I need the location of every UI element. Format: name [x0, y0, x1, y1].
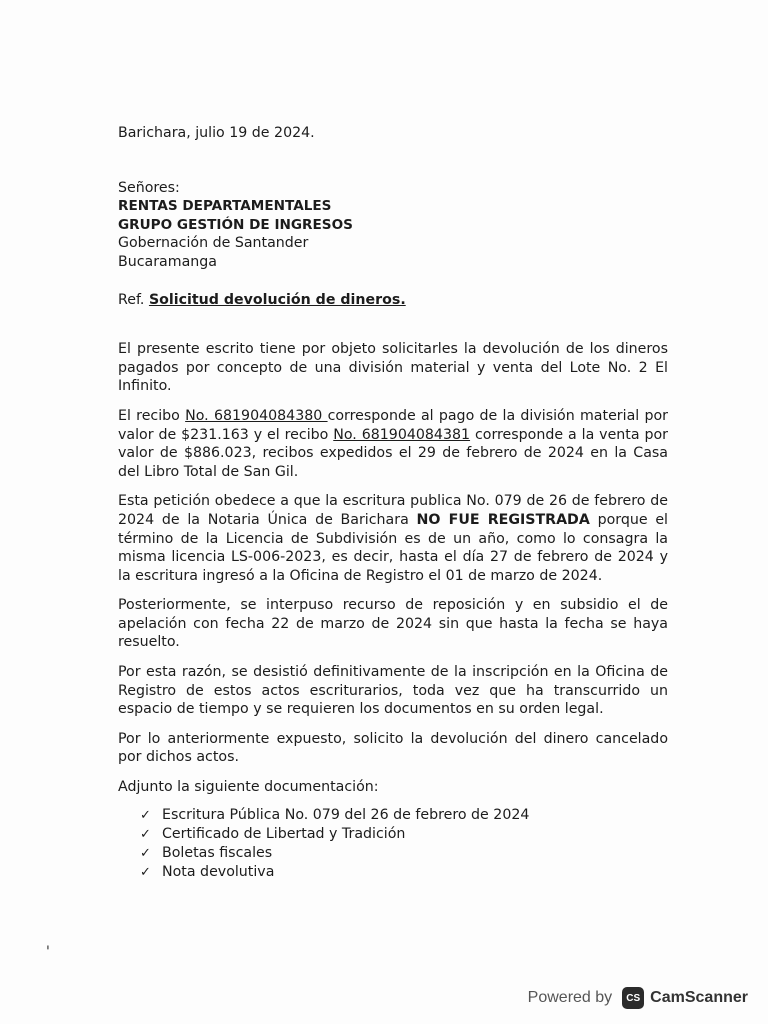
- checkmark-icon: ✓: [140, 845, 151, 861]
- camscanner-watermark: [528, 984, 748, 1012]
- camscanner-brand: [622, 987, 748, 1009]
- reference-subject: Solicitud devolución de dineros.: [148, 291, 406, 308]
- attachment-label: Escritura Pública No. 079 del 26 de febrero de 2024: [162, 806, 530, 823]
- not-registered-emphasis: NO FUE REGISTRADA: [416, 511, 590, 528]
- recipient-block: [118, 179, 668, 272]
- letter-paragraphs: [118, 340, 668, 881]
- paragraph-6: Por lo anteriormente expuesto, solicito la devolución del dinero cancelado por dichos actos.: [118, 730, 668, 766]
- paragraph-1: El presente escrito tiene por objeto solicitarles la devolución de los dineros pagados por concepto de una división material y venta del Lote No. 2 El Infinito.: [118, 341, 668, 395]
- paragraph-3-part-a: Esta petición obedece a que la escritura publica No. 079 de 26 de febrero de 2024 de la Notaria Única de Barichara: [118, 493, 668, 528]
- checkmark-icon: ✓: [140, 807, 151, 823]
- letter-body: [118, 124, 668, 882]
- paragraph-3-part-b: porque el término de la Licencia de Subdivisión es de un año, como lo consagra la misma licencia LS-006-2023, es decir, hasta el día 27 de febrero de 2024 y la escritura ingresó a la Oficina de Registro el 01 de marzo de 2024.: [118, 511, 668, 584]
- attachment-label: Nota devolutiva: [162, 863, 275, 880]
- attachment-label: Boletas fiscales: [162, 844, 273, 861]
- attachment-label: Certificado de Libertad y Tradición: [162, 825, 406, 842]
- recipient-line-4: Bucaramanga: [118, 253, 217, 270]
- paragraph-5: Por esta razón, se desistió definitivamente de la inscripción en la Oficina de Registro de estos actos escriturarios, toda vez que ha transcurrido un espacio de tiempo y se requieren los documentos en su orden legal.: [118, 664, 668, 718]
- recipient-line-1: RENTAS DEPARTAMENTALES: [118, 198, 332, 215]
- paragraph-3: [118, 492, 668, 585]
- attachment-item: [140, 844, 668, 863]
- stray-ink-mark: ': [46, 944, 50, 960]
- attachment-item: [140, 863, 668, 882]
- receipt-number-1: No. 681904084380: [185, 407, 328, 424]
- paragraph-2-part-b: corresponde al pago de la división material por valor de $231.163 y el recibo: [118, 407, 668, 443]
- checkmark-icon: ✓: [140, 826, 151, 842]
- paragraph-2: [118, 407, 668, 481]
- letter-date: Barichara, julio 19 de 2024.: [118, 125, 315, 141]
- reference-line: [118, 291, 668, 310]
- paragraph-4: Posteriormente, se interpuso recurso de reposición y en subsidio el de apelación con fecha 22 de marzo de 2024 sin que hasta la fecha se haya resuelto.: [118, 597, 668, 651]
- camscanner-brand-name: CamScanner: [650, 989, 748, 1006]
- recipient-line-2: GRUPO GESTIÓN DE INGRESOS: [118, 216, 353, 233]
- checkmark-icon: ✓: [140, 864, 151, 880]
- powered-by-text: Powered by: [527, 989, 613, 1006]
- recipient-line-3: Gobernación de Santander: [118, 235, 309, 252]
- paragraph-2-part-c: corresponde a la venta por valor de $886.023, recibos expedidos el 29 de febrero de 2024 en la Casa del Libro Total de San Gil.: [118, 426, 668, 480]
- attachment-item: [140, 825, 668, 844]
- recipient-salutation: Señores:: [118, 179, 180, 196]
- camscanner-logo-icon: CS: [622, 987, 644, 1009]
- attachment-list: [118, 806, 668, 882]
- attachment-item: [140, 806, 668, 825]
- paragraph-2-part-a: El recibo: [118, 407, 186, 424]
- reference-label: Ref.: [118, 291, 145, 308]
- paragraph-7: Adjunto la siguiente documentación:: [118, 779, 379, 796]
- receipt-number-2: No. 681904084381: [333, 426, 471, 443]
